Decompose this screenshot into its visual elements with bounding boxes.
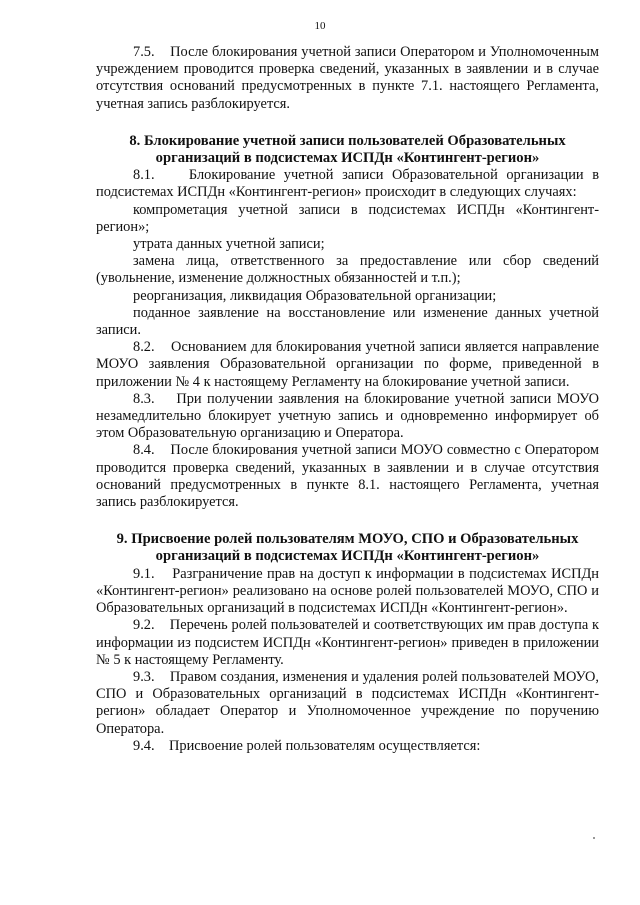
section-9-heading: 9. Присвоение ролей пользователям МОУО, СПО и Образовательных организаций в подсистемах ИСПДн «Контингент-регион» [116, 531, 579, 565]
scan-speck [593, 837, 595, 839]
spacer [96, 511, 599, 531]
paragraph-8-1: 8.1. Блокирование учетной записи Образовательной организации в подсистемах ИСПДн «Контингент-регион» происходит в следующих случаях: [96, 167, 599, 201]
paragraph-8-3: 8.3. При получении заявления на блокирование учетной записи МОУО незамедлительно блокирует учетную запись и одновременно информирует об этом Образовательную организацию и Оператора. [96, 390, 599, 442]
case-item: замена лица, ответственного за предоставление или сбор сведений (увольнение, изменение должностных обязанностей и т.п.); [96, 253, 599, 287]
paragraph-9-4: 9.4. Присвоение ролей пользователям осуществляется: [133, 737, 481, 754]
paragraph-8-2: 8.2. Основанием для блокирования учетной записи является направление МОУО заявления Образовательной организации по форме, приведенной в приложении № 4 к настоящему Регламенту на блокирование учетной записи. [96, 339, 599, 390]
case-item: реорганизация, ликвидация Образовательной организации; [133, 287, 497, 304]
paragraph-9-3: 9.3. Правом создания, изменения и удаления ролей пользователей МОУО, СПО и Образовательных организаций в подсистемах ИСПДн «Контингент-регион» обладает Оператор и Уполномоченное учреждение по поручению Оператора. [96, 668, 599, 737]
case-item: поданное заявление на восстановление или изменение данных учетной записи. [96, 304, 599, 339]
paragraph-9-1: 9.1. Разграничение прав на доступ к информации в подсистемах ИСПДн «Контингент-регион» реализовано на основе ролей пользователей МОУО, СПО и Образовательных организаций в подсистемах ИСПДн «Контингент-регион». [96, 565, 599, 617]
paragraph-8-4: 8.4. После блокирования учетной записи МОУО совместно с Оператором проводится проверка сведений, указанных в заявлении и в случае отсутствия оснований предусмотренных в пункте 8.1. настоящего Регламента, учетная запись разблокируется. [96, 442, 599, 511]
page-number: 10 [314, 20, 326, 32]
case-item: компрометация учетной записи в подсистемах ИСПДн «Контингент-регион»; [96, 201, 599, 235]
page-content [96, 44, 599, 755]
spacer [96, 113, 599, 133]
paragraph-9-2: 9.2. Перечень ролей пользователей и соответствующих им прав доступа к информации из подсистем ИСПДн «Контингент-регион» приведен в приложении № 5 к настоящему Регламенту. [96, 617, 599, 668]
section-8-heading: 8. Блокирование учетной записи пользователей Образовательных организаций в подсистемах ИСПДн «Контингент-регион» [129, 132, 566, 167]
paragraph-7-5: 7.5. После блокирования учетной записи Оператором и Уполномоченным учреждением проводится проверка сведений, указанных в заявлении и в случае отсутствия оснований предусмотренных в пункте 7.1. настоящего Регламента, учетная запись разблокируется. [96, 44, 599, 112]
case-item: утрата данных учетной записи; [133, 236, 325, 253]
